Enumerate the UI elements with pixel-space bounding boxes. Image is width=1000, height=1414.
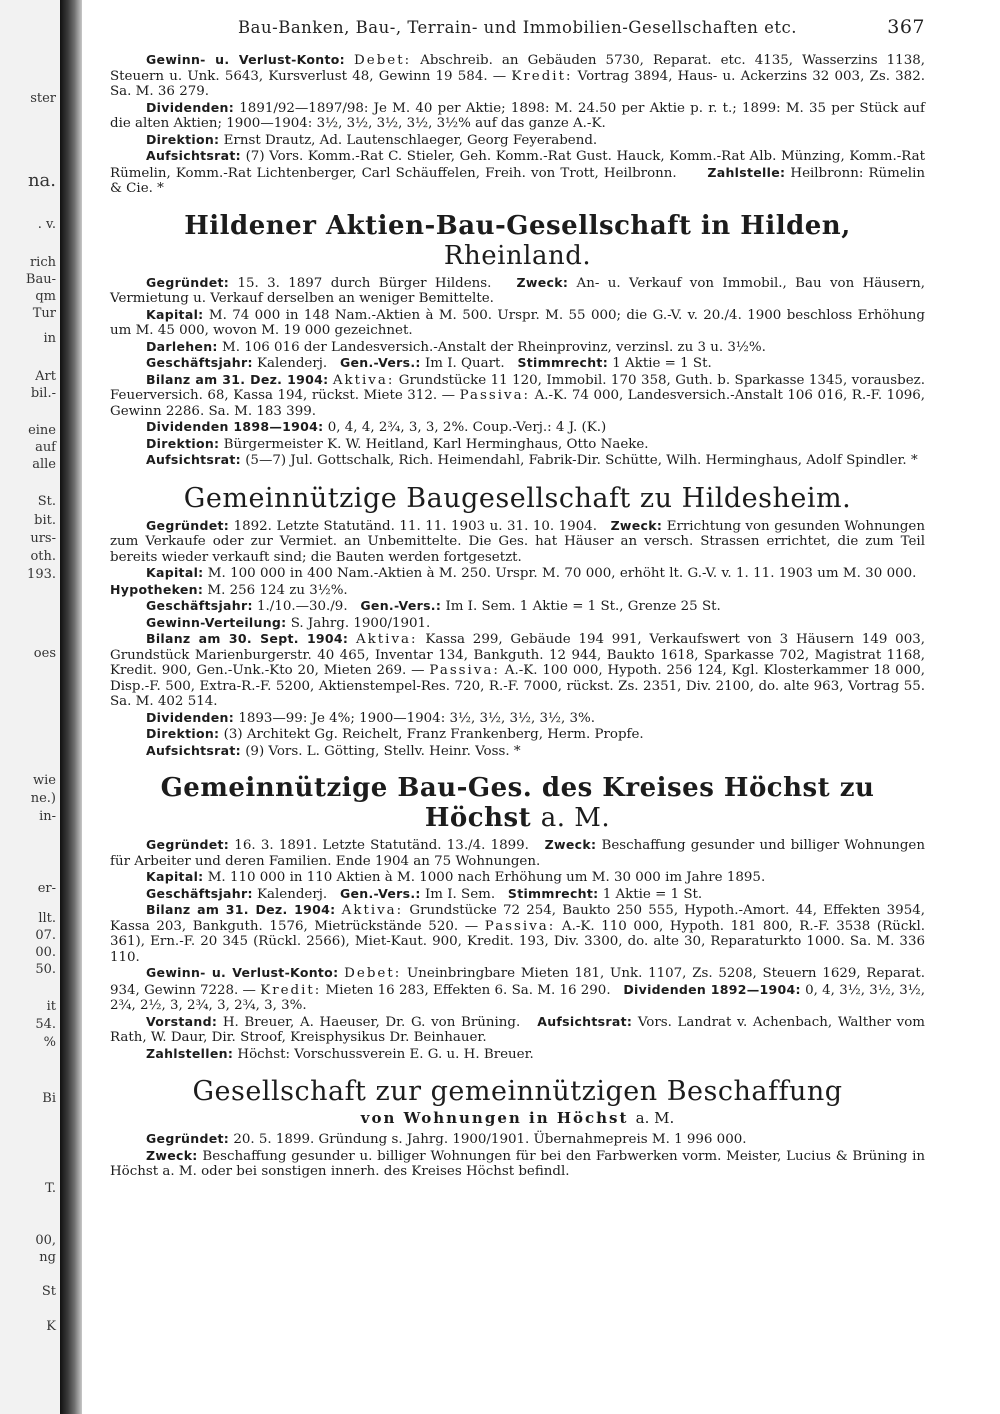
page-content	[110, 18, 925, 1194]
left-margin-fragments	[0, 0, 60, 1414]
board-paragraph: Direktion: Ernst Drautz, Ad. Lautenschlaeger, Georg Feyerabend.	[146, 131, 598, 148]
founded-paragraph: Gegründet: 16. 3. 1891. Letzte Statutänd. 13./4. 1899. Zweck: Beschaffung gesunder und billiger Wohnungen für Arbeiter und deren Familien. Ende 1904 an 75 Wohnungen.	[110, 837, 925, 869]
purpose-paragraph: Zweck: Beschaffung gesunder u. billiger Wohnungen für bei den Farbwerken vorm. Meister, Lucius & Brüning in Höchst a. M. oder bei sonstigen innerh. des Kreises Höchst befindl.	[110, 1147, 925, 1179]
margin-fragment: 07.	[35, 928, 56, 943]
margin-fragment: alle	[32, 457, 56, 472]
margin-fragment: bil.-	[30, 386, 56, 401]
supervisory-board-paragraph: Aufsichtsrat: (5—7) Jul. Gottschalk, Rich. Heimendahl, Fabrik-Dir. Schütte, Wilh. Herminghaus, Adolf Spindler. *	[146, 452, 918, 468]
margin-fragment: na.	[27, 170, 56, 191]
margin-fragment: eine	[28, 423, 56, 438]
entry-hilden	[110, 211, 925, 469]
margin-fragment: Tur	[32, 306, 56, 321]
margin-fragment: 00.	[35, 945, 56, 960]
founded-paragraph: Gegründet: 20. 5. 1899. Gründung s. Jahrg. 1900/1901. Übernahmepreis M. 1 996 000.	[146, 1131, 747, 1147]
capital-paragraph: Kapital: M. 74 000 in 148 Nam.-Aktien à M. 500. Urspr. M. 55 000; die G.-V. v. 20./4. 1900 beschloss Erhöhung um M. 45 000, wovon M. 19 000 gezeichnet.	[110, 306, 925, 338]
founded-paragraph: Gegründet: 15. 3. 1897 durch Bürger Hildens. Zweck: An- u. Verkauf von Immobil., Bau von Häusern, Vermietung u. Verkauf derselben an weniger Bemittelte.	[110, 274, 925, 306]
entry-title: Hildener Aktien-Bau-Gesellschaft in Hilden, Rheinland.	[184, 210, 851, 271]
profit-loss-paragraph: Gewinn- u. Verlust-Konto: Debet: Uneinbringbare Mieten 181, Unk. 1107, Zs. 5208, Steuern 1629, Reparat. 934, Gewinn 7228. — Kredit: Mieten 16 283, Effekten 6. Sa. M. 16 290. Dividenden 1892—1904: 0, 4, 3½, 3½, 3½, 2¾, 2½, 3, 2¾, 3, 2¾, 3, 3%.	[110, 965, 926, 1013]
balance-paragraph: Bilanz am 30. Sept. 1904: Aktiva: Kassa 299, Gebäude 194 991, Verkaufswert von 3 Häusern 149 003, Grundstück Marienburgerstr. 40 465, Inventar 134, Bankguth. 12 944, Baukto 1618, Sparkasse 702, Magistrat 1168, Kredit. 900, Gen.-Unk.-Kto 20, Mieten 269. — Passiva: A.-K. 100 000, Hypoth. 256 124, Kgl. Klosterkammer 18 000, Disp.-F. 500, Extra-R.-F. 5200, Aktienstempel-Res. 720, R.-F. 7000, rückst. Zs. 2351, Div. 2100, do. alte 963, Vortrag 55. Sa. M. 402 514.	[110, 631, 925, 709]
margin-fragment: ng	[39, 1250, 56, 1265]
entry-hoechst	[110, 773, 925, 1062]
margin-fragment: St	[41, 1284, 56, 1299]
margin-fragment: rich	[29, 255, 56, 270]
margin-fragment: oes	[33, 646, 56, 661]
page-number: 367	[887, 16, 925, 38]
continued-entry	[110, 52, 925, 197]
profit-distribution-paragraph: Gewinn-Verteilung: S. Jahrg. 1900/1901.	[146, 614, 431, 631]
margin-fragment: oth.	[30, 549, 56, 564]
running-title: Bau-Banken, Bau-, Terrain- und Immobilien-Gesellschaften etc.	[238, 18, 797, 37]
margin-fragment: St.	[37, 494, 56, 509]
margin-fragment: . v.	[37, 217, 56, 232]
supervisory-board-paragraph: Aufsichtsrat: (7) Vors. Komm.-Rat C. Stieler, Geh. Komm.-Rat Gust. Hauck, Komm.-Rat Alb. Münzing, Komm.-Rat Rümelin, Komm.-Rat Lichtenberger, Carl Schäuffelen, Freih. von Trott, Heilbronn. Zahlstelle: Heilbronn: Rümelin & Cie. *	[110, 148, 925, 196]
entry-subtitle: von Wohnungen in Höchst a. M.	[360, 1109, 675, 1127]
dividends-paragraph: Dividenden: 1891/92—1897/98: Je M. 40 per Aktie; 1898: M. 24.50 per Aktie p. r. t.; 1899: M. 35 per Stück auf die alten Aktien; 1900—1904: 3½, 3½, 3½, 3½, 3½% auf das ganze A.-K.	[110, 99, 925, 131]
margin-fragment: llt.	[38, 911, 56, 926]
balance-paragraph: Bilanz am 31. Dez. 1904: Aktiva: Grundstücke 11 120, Immobil. 170 358, Guth. b. Sparkasse 1345, vorausbez. Feuerversich. 68, Kassa 194, rückst. Miete 312. — Passiva: A.-K. 74 000, Landesversich.-Anstalt 106 016, R.-F. 1096, Gewinn 2286. Sa. M. 183 399.	[110, 371, 926, 419]
supervisory-board-paragraph: Aufsichtsrat: (9) Vors. L. Götting, Stellv. Heinr. Voss. *	[146, 742, 521, 759]
margin-fragment: in-	[39, 809, 56, 824]
margin-fragment: Bi	[42, 1091, 56, 1106]
board-paragraph: Vorstand: H. Breuer, A. Haeuser, Dr. G. von Brüning. Aufsichtsrat: Vors. Landrat v. Achenbach, Walther vom Rath, W. Daur, Dir. Stroof, Kreisphysikus Dr. Beinhauer.	[110, 1013, 926, 1045]
fiscal-year-paragraph: Geschäftsjahr: 1./10.—30./9. Gen.-Vers.: Im I. Sem. 1 Aktie = 1 St., Grenze 25 St.	[146, 598, 721, 614]
margin-fragment: ne.)	[30, 791, 56, 806]
running-header	[110, 18, 925, 52]
fiscal-year-paragraph: Geschäftsjahr: Kalenderj. Gen.-Vers.: Im I. Quart. Stimmrecht: 1 Aktie = 1 St.	[146, 355, 712, 371]
fiscal-year-paragraph: Geschäftsjahr: Kalenderj. Gen.-Vers.: Im I. Sem. Stimmrecht: 1 Aktie = 1 St.	[146, 885, 703, 902]
margin-fragment: Art	[35, 369, 56, 384]
margin-fragment: K	[46, 1319, 56, 1334]
margin-fragment: T.	[45, 1181, 56, 1196]
book-gutter-shadow	[60, 0, 82, 1414]
margin-fragment: ster	[30, 91, 56, 106]
capital-paragraph: Kapital: M. 100 000 in 400 Nam.-Aktien à M. 250. Urspr. M. 70 000, erhöht lt. G.-V. v. 1. 11. 1903 um M. 30 000. Hypotheken: M. 256 124 zu 3½%.	[110, 565, 917, 598]
margin-fragment: 50.	[35, 962, 56, 977]
dividends-paragraph: Dividenden: 1893—99: Je 4%; 1900—1904: 3½, 3½, 3½, 3½, 3%.	[146, 709, 596, 726]
entry-hildesheim	[110, 483, 925, 760]
margin-fragment: it	[46, 999, 56, 1014]
entry-title: Gemeinnützige Baugesellschaft zu Hildesheim.	[183, 482, 852, 514]
board-paragraph: Direktion: (3) Architekt Gg. Reichelt, Franz Frankenberg, Herm. Propfe.	[146, 726, 644, 742]
entry-beschaffung	[110, 1076, 925, 1180]
profit-loss-paragraph: Gewinn- u. Verlust-Konto: Debet: Abschreib. an Gebäuden 5730, Reparat. etc. 4135, Wasserzins 1138, Steuern u. Unk. 5643, Kursverlust 48, Gewinn 19 584. — Kredit: Vortrag 3894, Haus- u. Ackerzins 32 003, Zs. 382. Sa. M. 36 279.	[110, 52, 925, 99]
board-paragraph: Direktion: Bürgermeister K. W. Heitland, Karl Herminghaus, Otto Naeke.	[146, 435, 649, 452]
margin-fragment: bit.	[34, 513, 56, 528]
dividends-paragraph: Dividenden 1898—1904: 0, 4, 4, 2¾, 3, 3, 2%. Coup.-Verj.: 4 J. (K.)	[146, 419, 607, 435]
margin-fragment: qm	[35, 289, 56, 304]
founded-paragraph: Gegründet: 1892. Letzte Statutänd. 11. 11. 1903 u. 31. 10. 1904. Zweck: Errichtung von gesunden Wohnungen zum Verkaufe oder zur Vermiet. an Unbemittelte. Die Ges. hat Häuser an versch. Strassen errichtet, die zum Teil bereits wieder verkauft sind; die Bauten werden fortgesetzt.	[110, 517, 925, 565]
margin-fragment: %	[43, 1035, 56, 1050]
margin-fragment: urs-	[30, 531, 56, 546]
margin-fragment: auf	[35, 440, 56, 455]
margin-fragment: 00,	[35, 1233, 56, 1248]
loan-paragraph: Darlehen: M. 106 016 der Landesversich.-Anstalt der Rheinprovinz, verzinsl. zu 3 u. 3½%.	[146, 338, 766, 355]
margin-fragment: wie	[33, 773, 56, 788]
margin-fragment: in	[43, 331, 56, 346]
paying-agents-paragraph: Zahlstellen: Höchst: Vorschussverein E. G. u. H. Breuer.	[146, 1045, 534, 1062]
margin-fragment: Bau-	[25, 272, 56, 287]
balance-paragraph: Bilanz am 31. Dez. 1904: Aktiva: Grundstücke 72 254, Baukto 250 555, Hypoth.-Amort. 44, Effekten 3954, Kassa 203, Bankguth. 1576, Mietrückstände 520. — Passiva: A.-K. 110 000, Hypoth. 181 800, R.-F. 3538 (Rückl. 361), Ern.-F. 20 345 (Rückl. 2566), Miet-Kaut. 900, Kredit. 193, Div. 3300, do. alte 30, Reparaturkto 1000. Sa. M. 336 110.	[110, 902, 925, 965]
margin-fragment: 193.	[27, 567, 56, 582]
entry-title: Gemeinnützige Bau-Ges. des Kreises Höchst zu Höchst a. M.	[160, 773, 875, 833]
entry-title: Gesellschaft zur gemeinnützigen Beschaffung	[192, 1076, 843, 1107]
margin-fragment: er-	[37, 881, 56, 896]
margin-fragment: 54.	[35, 1017, 56, 1032]
capital-paragraph: Kapital: M. 110 000 in 110 Aktien à M. 1000 nach Erhöhung um M. 30 000 im Jahre 1895.	[146, 869, 766, 885]
